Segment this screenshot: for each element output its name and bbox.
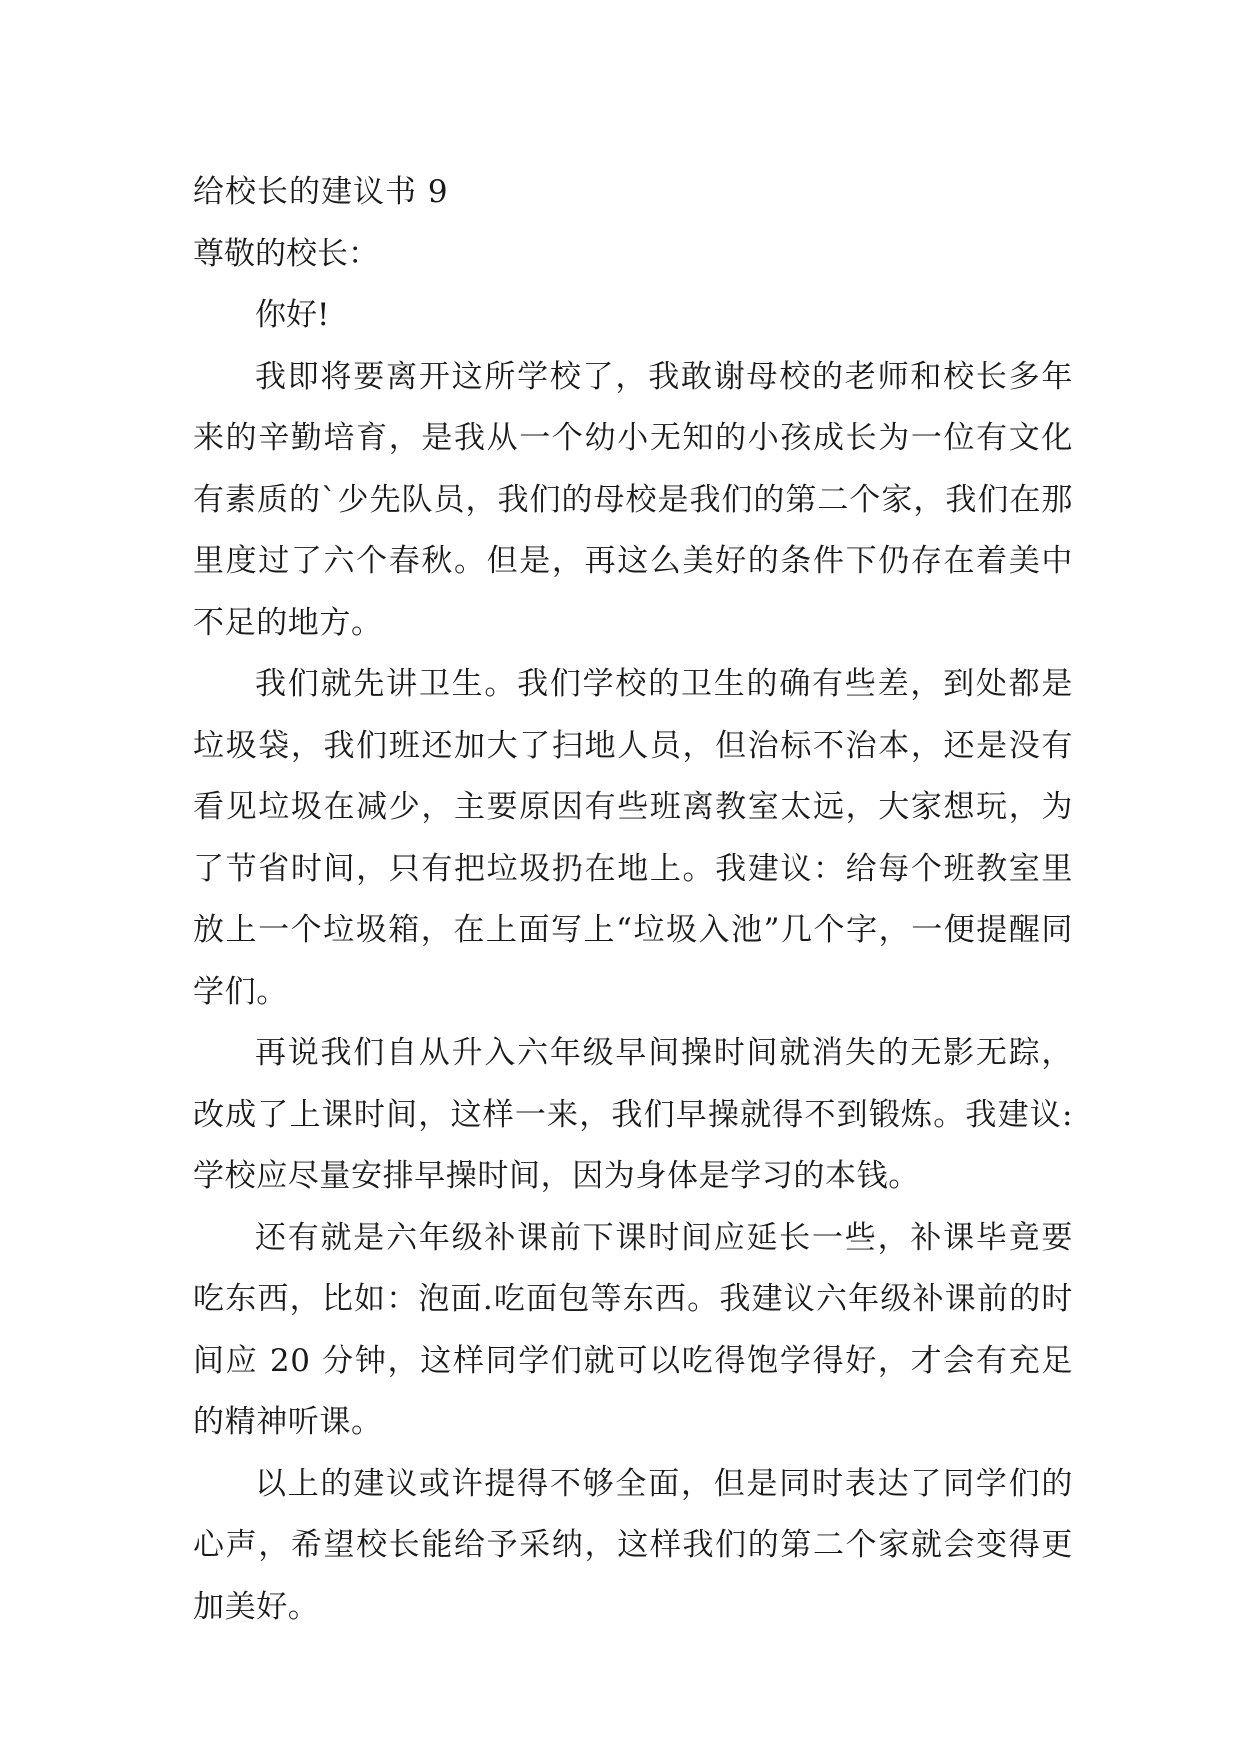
paragraph-conclusion: 以上的建议或许提得不够全面，但是同时表达了同学们的心声，希望校长能给予采纳，这样我们的第二个家就会变得更加美好。 — [193, 1465, 1073, 1625]
paragraph-hygiene: 我们就先讲卫生。我们学校的卫生的确有些差，到处都是垃圾袋，我们班还加大了扫地人员，但治标不治本，还是没有看见垃圾在减少，主要原因有些班离教室太远，大家想玩，为了节省时间，只有把垃圾扔在地上。我建议：给每个班教室里放上一个垃圾箱，在上面写上“垃圾入池”几个字，一便提醒同学们。 — [193, 666, 1073, 1010]
paragraph-farewell: 我即将要离开这所学校了，我敢谢母校的老师和校长多年来的辛勤培育，是我从一个幼小无知的小孩成长为一位有文化有素质的`少先队员，我们的母校是我们的第二个家，我们在那里度过了六个春秋。但是，再这么美好的条件下仍存在着美中不足的地方。 — [193, 358, 1073, 641]
document-body — [193, 162, 1073, 1638]
paragraph-break-time: 还有就是六年级补课前下课时间应延长一些，补课毕竟要吃东西，比如：泡面.吃面包等东西。我建议六年级补课前的时间应 20 分钟，这样同学们就可以吃得饱学得好，才会有充足的精神听课。 — [193, 1219, 1073, 1440]
paragraph-morning-exercise: 再说我们自从升入六年级早间操时间就消失的无影无踪，改成了上课时间，这样一来，我们早操就得不到锻炼。我建议:学校应尽量安排早操时间，因为身体是学习的本钱。 — [193, 1035, 1073, 1194]
salutation: 尊敬的校长： — [193, 235, 379, 272]
document-title: 给校长的建议书 9 — [193, 174, 449, 210]
greeting: 你好! — [255, 297, 330, 333]
